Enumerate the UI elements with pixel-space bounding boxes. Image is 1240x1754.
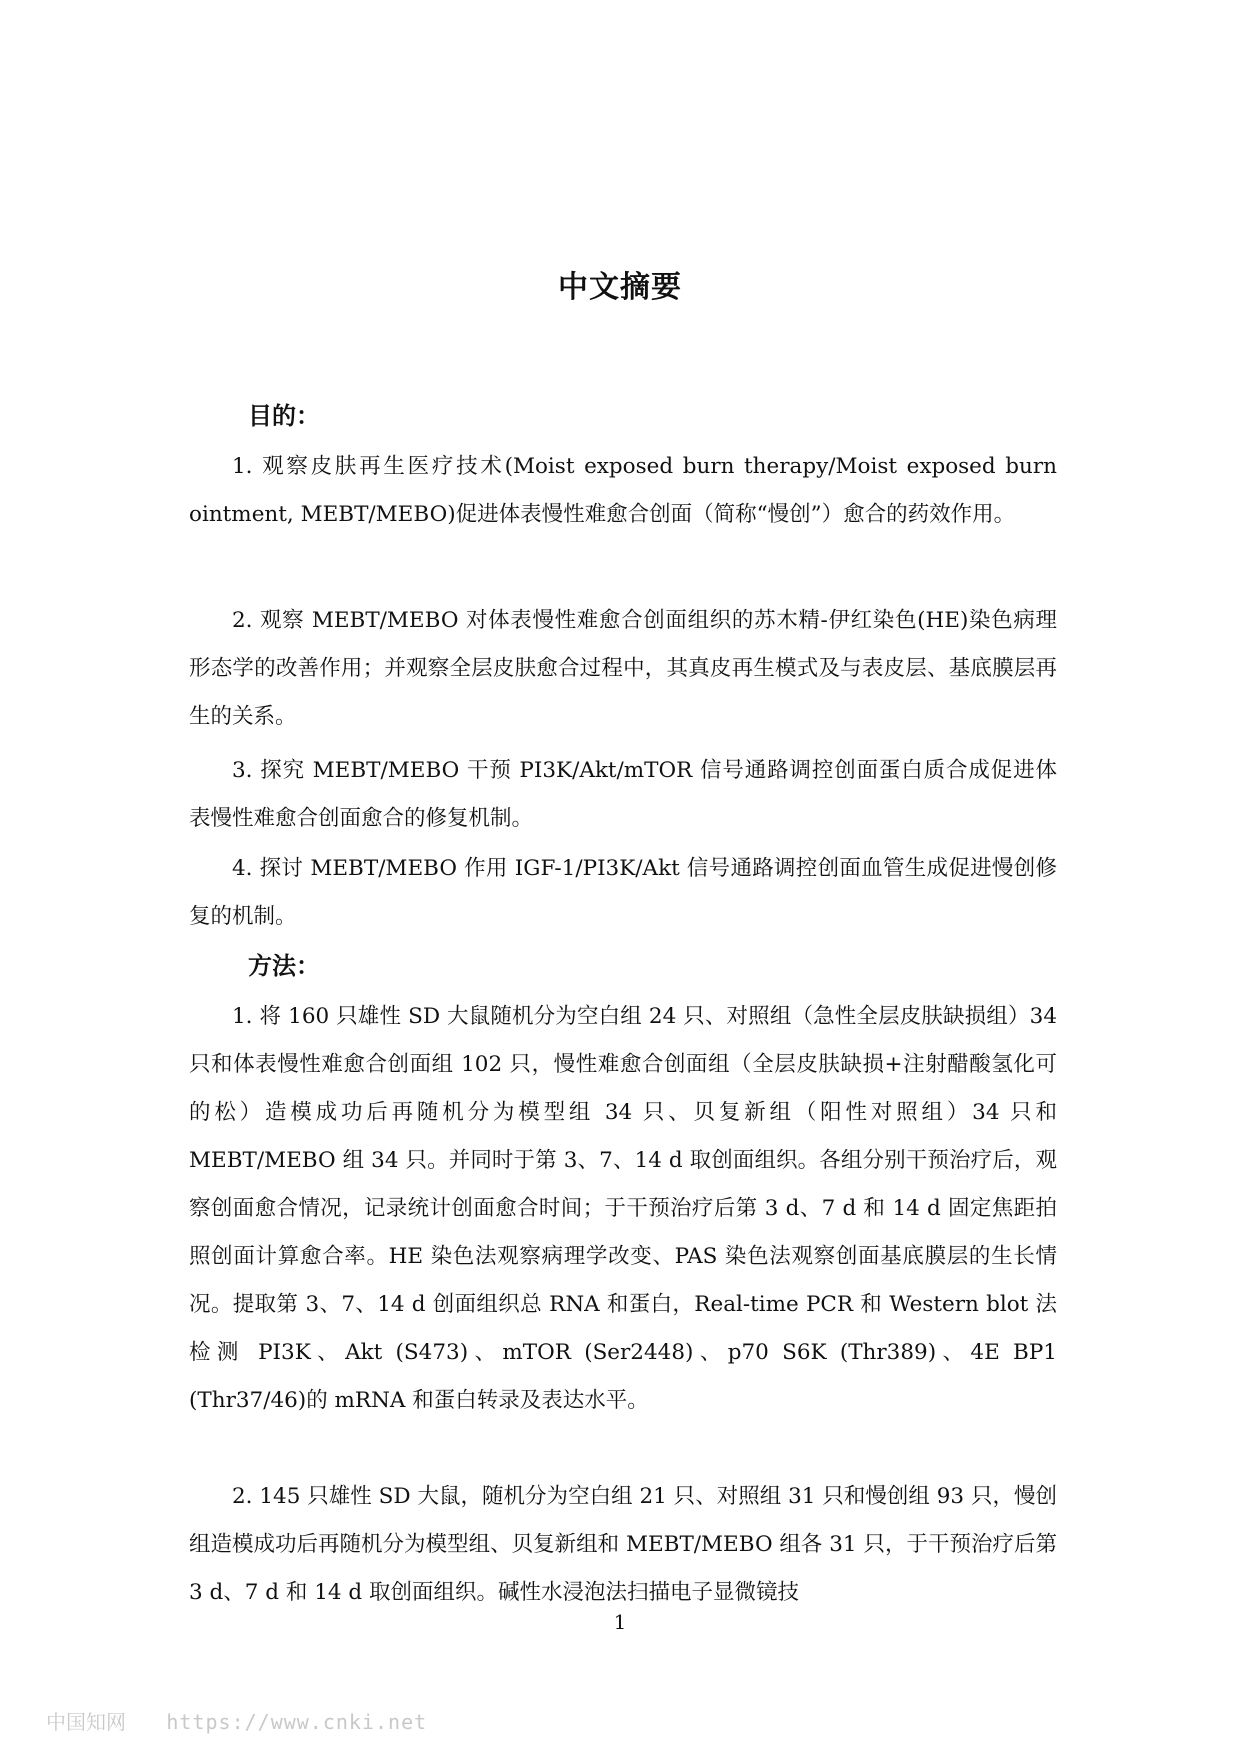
watermark-site-name: 中国知网 [46,1710,126,1734]
watermark [46,1706,427,1735]
method-paragraph-2: 2. 145 只雄性 SD 大鼠，随机分为空白组 21 只、对照组 31 只和慢创组 93 只，慢创组造模成功后再随机分为模型组、贝复新组和 MEBT/MEBO 组各 31 只，于干预治疗后第 3 d、7 d 和 14 d 取创面组织。碱性水浸泡法扫描电子显微镜技 [189,1484,1057,1605]
method-paragraph-1: 1. 将 160 只雄性 SD 大鼠随机分为空白组 24 只、对照组（急性全层皮肤缺损组）34 只和体表慢性难愈合创面组 102 只，慢性难愈合创面组（全层皮肤缺损+注射醋酸氢化可的松）造模成功后再随机分为模型组 34 只、贝复新组（阳性对照组）34 只和 MEBT/MEBO 组 34 只。并同时于第 3、7、14 d 取创面组织。各组分别干预治疗后，观察创面愈合情况，记录统计创面愈合时间；于干预治疗后第 3 d、7 d 和 14 d 固定焦距拍照创面计算愈合率。HE 染色法观察病理学改变、PAS 染色法观察创面基底膜层的生长情况。提取第 3、7、14 d 创面组织总 RNA 和蛋白，Real-time PCR 和 Western blot 法检测 PI3K、Akt (S473)、mTOR (Ser2448)、p70 S6K (Thr389)、4E BP1 (Thr37/46)的 mRNA 和蛋白转录及表达水平。 [189,1004,1057,1413]
page-title: 中文摘要 [558,270,682,305]
watermark-url: https://www.cnki.net [166,1710,428,1734]
page-number: 1 [613,1610,627,1634]
section-heading-method: 方法： [248,952,320,980]
purpose-paragraph-2: 2. 观察 MEBT/MEBO 对体表慢性难愈合创面组织的苏木精-伊红染色(HE)染色病理形态学的改善作用；并观察全层皮肤愈合过程中，其真皮再生模式及与表皮层、基底膜层再生的关系。 [189,608,1057,729]
purpose-paragraph-1: 1. 观察皮肤再生医疗技术(Moist exposed burn therapy/Moist exposed burn ointment, MEBT/MEBO)促进体表慢性难愈合创面（简称“慢创”）愈合的药效作用。 [189,454,1057,527]
purpose-paragraph-4: 4. 探讨 MEBT/MEBO 作用 IGF-1/PI3K/Akt 信号通路调控创面血管生成促进慢创修复的机制。 [189,856,1057,929]
section-heading-purpose: 目的： [248,402,320,430]
purpose-paragraph-3: 3. 探究 MEBT/MEBO 干预 PI3K/Akt/mTOR 信号通路调控创面蛋白质合成促进体表慢性难愈合创面愈合的修复机制。 [189,758,1057,831]
